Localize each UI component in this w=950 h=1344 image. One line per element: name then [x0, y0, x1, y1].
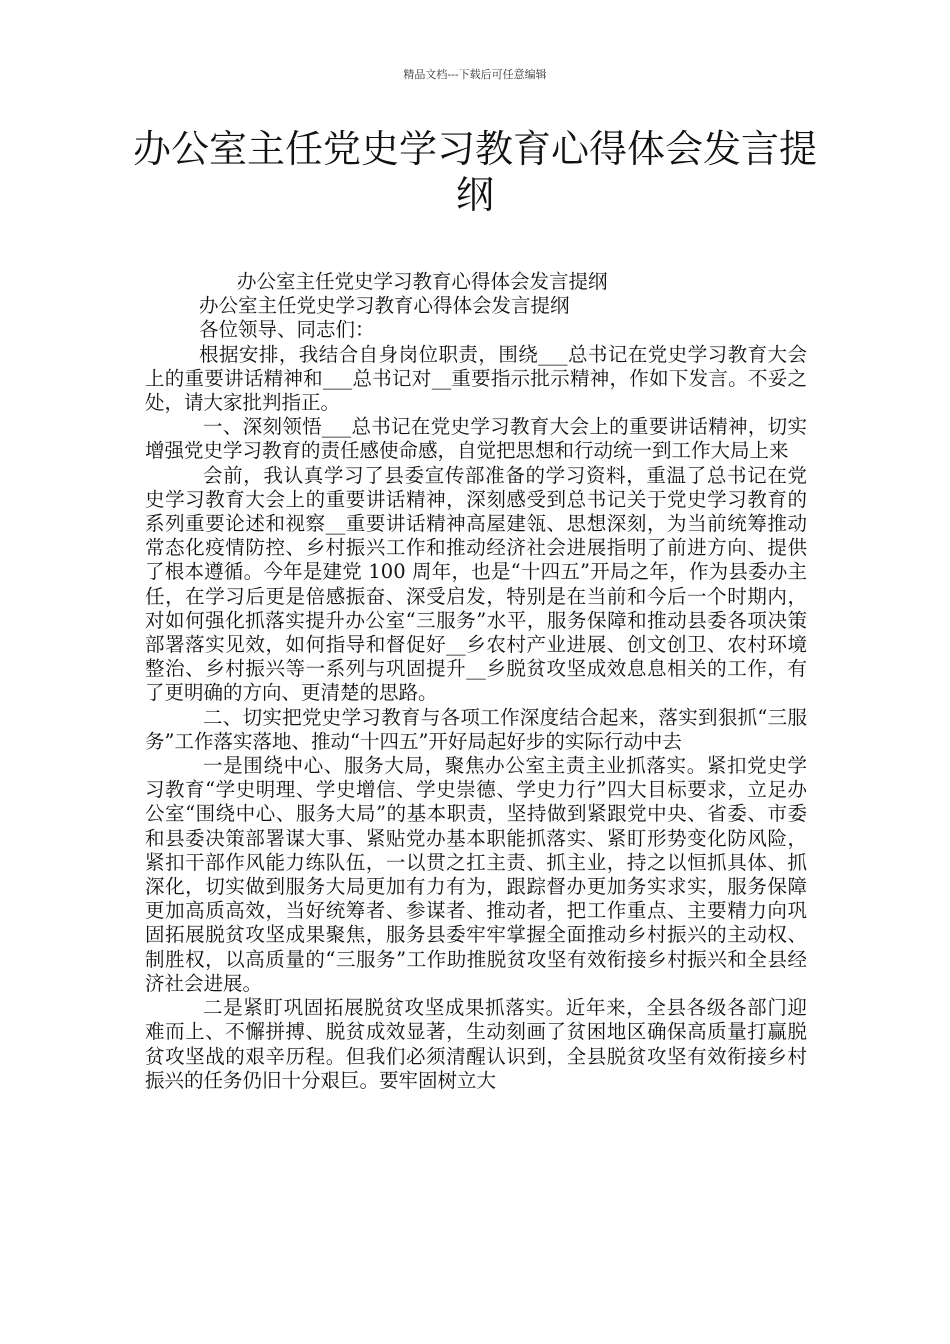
document-title: 办公室主任党史学习教育心得体会发言提纲	[132, 127, 817, 217]
body-paragraph-intro: 根据安排，我结合自身岗位职责，围绕___总书记在党史学习教育大会上的重要讲话精神和___总书记对__重要指示批示精神，作如下发言。不妥之处，请大家批判指正。	[145, 342, 807, 415]
document-body	[145, 270, 807, 1093]
body-paragraph-salutation: 各位领导、同志们：	[199, 318, 375, 342]
section-heading-one: 一、深刻领悟___总书记在党史学习教育大会上的重要讲话精神，切实增强党史学习教育的责任感使命感，自觉把思想和行动统一到工作大局上来	[145, 415, 807, 463]
body-paragraph-point-one: 一是围绕中心、服务大局，聚焦办公室主责主业抓落实。紧扣党史学习教育“学史明理、学史增信、学史崇德、学史力行”四大目标要求，立足办公室“围绕中心、服务大局”的基本职责，坚持做到紧跟党中央、省委、市委和县委决策部署谋大事、紧贴党办基本职能抓落实、紧盯形势变化防风险，紧扣干部作风能力练队伍，一以贯之扛主责、抓主业，持之以恒抓具体、抓深化，切实做到服务大局更加有力有为，跟踪督办更加务实求实，服务保障更加高质高效，当好统筹者、参谋者、推动者，把工作重点、主要精力向巩固拓展脱贫攻坚成果聚焦，服务县委牢牢掌握全面推动乡村振兴的主动权、制胜权，以高质量的“三服务”工作助推脱贫攻坚有效衔接乡村振兴和全县经济社会进展。	[145, 754, 807, 995]
page-header-note: 精品文档---下载后可任意编辑	[403, 68, 547, 81]
body-paragraph-repeat-title: 办公室主任党史学习教育心得体会发言提纲	[237, 270, 608, 293]
section-heading-two: 二、切实把党史学习教育与各项工作深度结合起来，落实到狠抓“三服务”工作落实落地、推动“十四五”开好局起好步的实际行动中去	[145, 705, 807, 753]
body-paragraph-point-two: 二是紧盯巩固拓展脱贫攻坚成果抓落实。近年来，全县各级各部门迎难而上、不懈拼搏、脱贫成效显著，生动刻画了贫困地区确保高质量打赢脱贫攻坚战的艰辛历程。但我们必须清醒认识到，全县脱贫攻坚有效衔接乡村振兴的任务仍旧十分艰巨。要牢固树立大	[145, 996, 807, 1092]
body-paragraph-study: 会前，我认真学习了县委宣传部准备的学习资料，重温了总书记在党史学习教育大会上的重要讲话精神，深刻感受到总书记关于党史学习教育的系列重要论述和视察__重要讲话精神高屋建瓴、思想深刻，为当前统筹推动常态化疫情防控、乡村振兴工作和推动经济社会进展指明了前进方向、提供了根本遵循。今年是建党 100 周年，也是“十四五”开局之年，作为县委办主任，在学习后更是倍感振奋、深受启发，特别是在当前和今后一个时期内，对如何强化抓落实提升办公室“三服务”水平，服务保障和推动县委各项决策部署落实见效，如何指导和督促好__乡农村产业进展、创文创卫、农村环境整治、乡村振兴等一系列与巩固提升__乡脱贫攻坚成效息息相关的工作，有了更明确的方向、更清楚的思路。	[145, 463, 807, 705]
body-paragraph-subtitle: 办公室主任党史学习教育心得体会发言提纲	[199, 294, 570, 318]
